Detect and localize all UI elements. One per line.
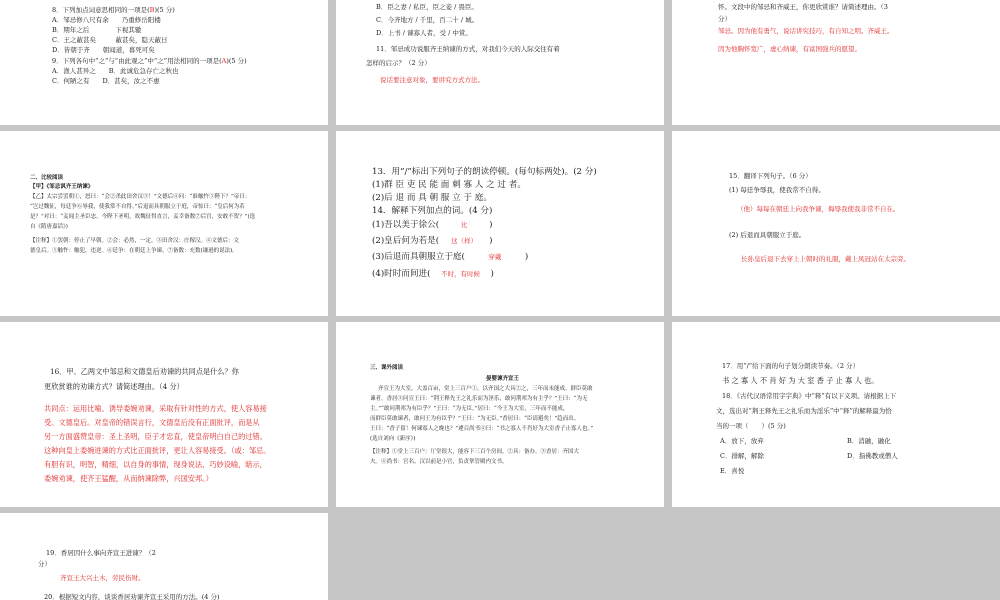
question-line-2: 分） [718,15,731,23]
question-19-answer: 齐宣王大兴土木，劳民伤财。 [60,574,145,582]
question-9 [52,57,247,66]
question-11-line-2: 怎样的启示？（2 分） [366,59,431,67]
passage-yi-line-4: 自《隋唐嘉话》) [30,224,68,230]
passage-line-3: 主。”“敢问荆邦为有臣乎？”王曰：“为无臣。”居曰：“今王为大室，三年而不能成， [370,406,569,412]
word-2-close: ) [489,236,493,246]
notes-line-2: 夫。④尚书：官名。汉以前是小官，负责掌管殿内文书。 [370,459,508,465]
question-17: 17．用“/”给下面的句子划分朗读节奏。（2 分） [722,362,860,370]
question-9-points: )(5 分) [226,57,247,65]
option-9ab: A．渔人甚异之 B．此诚危急存亡之秋也 [52,67,179,75]
page-10 [0,513,328,600]
option-e: E．喜悦 [720,467,745,475]
question-8-answer: B [149,6,155,14]
question-11-answer: 说话要注意对象，要讲究方式方法。 [380,76,484,84]
passage-jia-title: 【甲】《邹忌讽齐王纳谏》 [30,184,94,190]
question-9-answer: A [221,57,227,65]
question-14: 14．解释下列加点的词。(4 分) [372,206,493,216]
question-16-line-2: 更欣赏谁的劝谏方式？请简述理由。（4 分） [44,382,184,391]
page-3 [672,0,1000,125]
passage-line-5: 王曰：“香子留！何谏寡人之晚也？”遽召尚书④曰：“书之寡人不肖好为大室香子止寡人也。” [370,426,594,432]
option-c: C．排解，解除 [720,452,764,460]
word-4 [372,268,494,280]
option-c: C．王之蔽甚矣 蔽甚矣，隐天蔽日 [52,36,168,44]
passage-yi-line-2: “岂过魏征，每廷争⑥辱我，使我常不自得。”后退而具朝服立于庭，帝惊曰：“皇后何为若 [30,204,245,210]
answer-line-1: 邹忌。因为他有勇气，说话讲究技巧，有自知之明。齐威王。 [718,27,894,35]
word-2 [372,235,492,247]
option-c: C．今齐地方 / 千里，百二十 / 城。 [376,16,479,24]
answer-line-4: 这种向皇上委婉进谏的方式比正面批评，更让人容易接受。（或：邹忌。 [44,446,271,455]
passage-yi-line-3: 是？”对曰：“妾闻主圣臣忠。今陛下圣明，故魏征得直言，妾幸备数⑦后宫，安敢不贺？”(选 [30,214,256,220]
question-20: 20．根据短文内容，谈谈香居劝谏齐宣王采用的方法。(4 分) [44,593,220,600]
sentence-1: (1) 每廷争辱我，使我常不自得。 [729,186,825,194]
word-4-text: (4)时时而间进( [372,269,431,279]
option-b: B．期年之后 下视其辙 [52,26,142,34]
word-2-text: (2)皇后何为若是( [372,236,440,246]
translation-2: 长孙皇后退下去穿上上朝时的礼服，戴上凤冠站在太宗旁。 [741,255,910,263]
page-5 [336,131,664,316]
passage-line-2: 谏者。香居③问宣王曰：“荆王释先王之礼乐而为淫乐，敢问荆邦为有主乎？”王曰：“为无 [370,396,588,402]
passage-line-6: (选自刘向《新序》) [370,436,416,442]
passage-line-1: 齐宣王为大室，大盖百亩，堂上三百户①。以齐国之大具②之，三年而未能成。群臣莫敢 [378,386,593,392]
word-3-text: (3)后退而具朝服立于庭( [372,252,465,262]
notes-line-1: 【注释】①罢朝：停止了早朝。②会：必然，一定。③田舍汉：庄稼汉。④文德后：文 [30,238,240,244]
question-18-line-2: 文，选出对“荆王释先王之礼乐而为淫乐”中“释”的解释最为恰 [716,407,892,415]
section-heading: 三、课外阅读 [370,365,404,371]
word-1-text: (1)吾以美于徐公( [372,220,440,230]
page-1 [0,0,328,125]
page-8 [336,322,664,507]
question-15: 15．翻译下列句子。（6 分） [729,172,812,180]
question-18-line-1: 18．《古代汉语常用字字典》中“释”有以下义项。请根据上下 [722,392,897,400]
word-3 [372,251,528,263]
question-8-text: 8．下列加点词意思相同的一项是( [52,6,150,14]
sentence-2: (2) 后退而具朝服立于庭。 [729,231,806,239]
word-1 [372,219,492,231]
sentence-17: 书 之 寡 人 不 肖 好 为 大 室 香 子 止 寡 人 也。 [722,376,879,385]
option-b: B．臣之妻 / 私臣，臣之妾 / 畏臣。 [376,3,478,11]
answer-line-5: 有胆有识，明智，精细，以自身的事情，现身说法，巧妙设喻，暗示， [44,460,267,469]
option-d: D．上书 / 谏寡人者，受 / 中赏。 [376,29,472,37]
option-a: A．放下，放弃 [720,437,764,445]
notes-line-2: 德皇后。⑤触忤：触犯，违逆。⑥廷争：在朝廷上争谏。⑦备数：充数(谦逊的说法)。 [30,248,238,254]
question-16-line-1: 16．甲、乙两文中邹忌和文德皇后劝谏的共同点是什么？你 [50,367,239,376]
question-11-line-1: 11．邹忌成功说服齐王纳谏的方式，对我们今天的人际交往有着 [376,45,560,53]
page-2 [336,0,664,125]
option-d: D．指佛教或僧人 [847,452,898,460]
sentence-2: (2)后 退 而 具 朝 服 立 于 庭。 [372,193,492,203]
question-line-1: 怀。文段中的邹忌和齐威王，你更欣赏谁？请简述理由。（3 [718,3,888,11]
question-8 [52,6,175,15]
word-1-answer: 比 [460,221,468,229]
option-9cd: C．何陋之有 D．甚矣，汝之不惠 [52,77,160,85]
passage-yi-line-1: 【乙】太宗尝罢朝①，怒曰：“会②杀此田舍汉③！”文德后④问：“谁触忤⑤陛下？”帝曰： [30,194,251,200]
word-3-answer: 穿戴 [488,253,502,261]
notes-line-1: 【注释】①堂上三百户：厅堂很大，能容下三百个房间。②具：备办。③香居：齐国大 [370,449,580,455]
answer-line-3: 另一方面盛赞皇帝：圣上圣明，臣子才忠直，使皇帝明白自己的过错。 [44,432,267,441]
option-b: B．消融，融化 [847,437,891,445]
empty-area [336,513,1000,600]
sentence-1: (1)群 臣 吏 民 能 面 刺 寡 人 之 过 者。 [372,180,526,190]
translation-1: （他）每每在朝廷上向我争谏，侮辱我使我非常不自在。 [737,205,900,213]
question-8-points: )(5 分) [154,6,175,14]
question-9-text: 9．下列各句中“之”与“由此观之”中“之”用法相同的一项是( [52,57,222,65]
word-4-close: ) [490,269,494,279]
question-19-line-2: 分） [38,560,51,568]
option-a: A．邹忌修八尺有余 乃重修岳阳楼 [52,16,161,24]
word-3-close: ) [524,252,529,262]
answer-line-2: 因为他胸怀宽广，虚心纳谏，有富国强兵的愿望。 [718,45,861,53]
question-13: 13．用“/”标出下列句子的朗读停顿。(每句标两处)。(2 分) [372,167,597,177]
option-d: D．皆朝于齐 朝闻道，暮死可矣 [52,46,155,54]
page-7 [0,322,328,507]
section-heading: 二、比较阅读 [30,175,64,181]
question-19-line-1: 19．香居因什么事向齐宣王进谏？（2 [46,549,156,557]
passage-title: 晏婴谏齐宣王 [486,376,520,382]
passage-line-4: 而群臣莫敢谏者，敢问王为有臣乎？”王曰：“为无臣。”香居曰：“臣请避矣！”趋而出。 [370,416,580,422]
answer-line-1: 共同点：运用比喻、诱导委婉劝谏，采取有针对性的方式，使人容易接 [44,404,267,413]
page-4 [0,131,328,316]
word-4-answer: 不时，有时候 [441,270,480,278]
page-9 [672,322,1000,507]
answer-line-6: 委婉劝谏，使齐王猛醒，从而纳谏除弊，兴国安邦。） [44,474,213,483]
page-6 [672,131,1000,316]
word-1-close: ) [489,220,493,230]
question-18-line-3: 当的一项（ ）(5 分) [716,422,786,430]
word-2-answer: 这（样） [451,237,478,245]
answer-line-2: 受。文德皇后。对皇帝的错误言行，文德皇后没有正面批评，而是从 [44,418,260,427]
